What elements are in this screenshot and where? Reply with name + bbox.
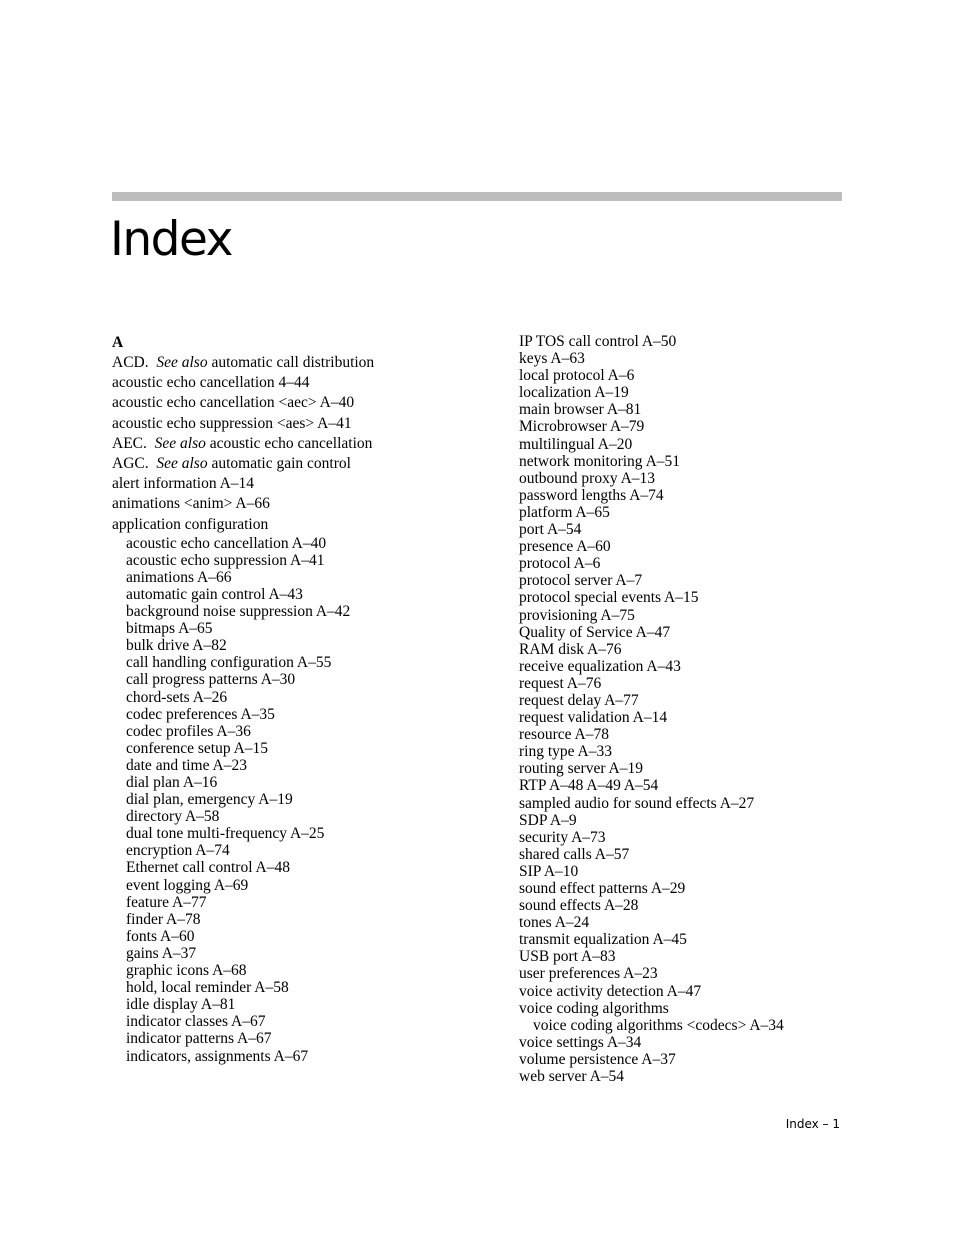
index-entry: protocol server A–7	[519, 572, 643, 590]
index-entry: Microbrowser A–79	[519, 418, 645, 436]
index-entry: password lengths A–74	[519, 486, 664, 504]
index-entry: voice coding algorithms	[519, 999, 669, 1017]
index-entry: IP TOS call control A–50	[519, 333, 677, 350]
index-subentry: finder A–78	[126, 910, 201, 928]
index-entry: voice settings A–34	[519, 1033, 642, 1051]
index-subentry: voice coding algorithms <codecs> A–34	[533, 1016, 784, 1034]
index-entry: voice activity detection A–47	[519, 982, 702, 1000]
index-entry: network monitoring A–51	[519, 452, 681, 470]
index-entry: user preferences A–23	[519, 965, 658, 983]
index-subentry: call progress patterns A–30	[126, 671, 296, 689]
index-subentry: bitmaps A–65	[126, 620, 213, 638]
index-subentry: encryption A–74	[126, 842, 230, 860]
index-subentry: event logging A–69	[126, 876, 249, 894]
index-entry: RTP A–48 A–49 A–54	[519, 777, 659, 795]
index-column-left	[112, 333, 492, 1065]
index-subentry: Ethernet call control A–48	[126, 859, 290, 877]
index-entry: tones A–24	[519, 914, 590, 932]
index-entry: provisioning A–75	[519, 606, 635, 624]
index-subentry: codec profiles A–36	[126, 722, 251, 740]
index-entry: protocol A–6	[519, 555, 601, 573]
index-subentry: dial plan A–16	[126, 774, 218, 791]
index-entry: sound effects A–28	[519, 897, 639, 915]
index-entry: volume persistence A–37	[519, 1050, 676, 1068]
index-column-right	[519, 333, 849, 1085]
index-entry: receive equalization A–43	[519, 657, 681, 675]
index-subentry: acoustic echo suppression A–41	[126, 551, 325, 569]
header-rule	[112, 192, 842, 201]
index-subentry: acoustic echo cancellation A–40	[126, 534, 327, 552]
index-entry: ACD. See also automatic call distribution	[112, 354, 375, 371]
index-subentry: codec preferences A–35	[126, 705, 275, 723]
index-entry: animations <anim> A–66	[112, 495, 270, 513]
index-entry: acoustic echo cancellation 4–44	[112, 374, 310, 392]
index-entry: transmit equalization A–45	[519, 931, 687, 949]
index-subentry: fonts A–60	[126, 927, 195, 945]
index-entry: presence A–60	[519, 538, 611, 556]
index-subentry: idle display A–81	[126, 996, 236, 1014]
index-subentry: dial plan, emergency A–19	[126, 791, 293, 809]
index-entry: main browser A–81	[519, 401, 642, 419]
index-subentry: indicator patterns A–67	[126, 1030, 272, 1048]
index-entry: USB port A–83	[519, 948, 616, 966]
index-subentry: feature A–77	[126, 893, 207, 911]
index-entry: port A–54	[519, 521, 582, 539]
index-subentry: date and time A–23	[126, 756, 247, 774]
index-entry: localization A–19	[519, 384, 629, 402]
index-subentry: call handling configuration A–55	[126, 654, 332, 672]
index-subentry: conference setup A–15	[126, 739, 269, 757]
index-entry: request validation A–14	[519, 709, 668, 727]
index-entry: SDP A–9	[519, 811, 577, 829]
index-entry: keys A–63	[519, 350, 585, 368]
index-entry: platform A–65	[519, 503, 610, 521]
index-subentry: indicators, assignments A–67	[126, 1047, 309, 1065]
index-entry: request A–76	[519, 674, 602, 692]
index-entry: local protocol A–6	[519, 367, 635, 385]
index-entry: acoustic echo suppression <aes> A–41	[112, 414, 352, 432]
index-subentry: directory A–58	[126, 808, 220, 826]
index-entry: Quality of Service A–47	[519, 623, 671, 641]
index-entry: multilingual A–20	[519, 435, 633, 453]
index-entry: request delay A–77	[519, 691, 639, 709]
index-entry: sampled audio for sound effects A–27	[519, 794, 755, 812]
index-subentry: background noise suppression A–42	[126, 603, 351, 621]
index-subentry: automatic gain control A–43	[126, 585, 303, 603]
index-subentry: hold, local reminder A–58	[126, 979, 289, 997]
index-subentry: dual tone multi-frequency A–25	[126, 825, 325, 843]
index-entry: ring type A–33	[519, 743, 612, 761]
index-entry: AGC. See also automatic gain control	[112, 454, 351, 472]
index-entry: alert information A–14	[112, 475, 255, 493]
index-entry: AEC. See also acoustic echo cancellation	[112, 434, 373, 452]
index-entry: acoustic echo cancellation <aec> A–40	[112, 394, 355, 412]
index-subentry: chord-sets A–26	[126, 688, 228, 706]
index-entry: protocol special events A–15	[519, 589, 699, 607]
index-entry: application configuration	[112, 515, 269, 533]
index-letter-heading: A	[112, 334, 124, 351]
index-entry: web server A–54	[519, 1068, 625, 1086]
index-subentry: bulk drive A–82	[126, 637, 227, 655]
index-entry: security A–73	[519, 828, 606, 846]
index-subentry: animations A–66	[126, 568, 232, 586]
index-subentry: indicator classes A–67	[126, 1013, 266, 1031]
index-entry: SIP A–10	[519, 862, 579, 880]
index-entry: RAM disk A–76	[519, 640, 622, 658]
index-entry: routing server A–19	[519, 760, 643, 778]
page-footer: Index – 1	[785, 1117, 840, 1131]
page-title: Index	[110, 212, 232, 267]
index-entry: sound effect patterns A–29	[519, 880, 686, 897]
index-entry: shared calls A–57	[519, 845, 630, 863]
index-subentry: gains A–37	[126, 944, 197, 962]
index-entry: outbound proxy A–13	[519, 469, 656, 487]
index-entry: resource A–78	[519, 726, 609, 744]
index-subentry: graphic icons A–68	[126, 962, 247, 980]
